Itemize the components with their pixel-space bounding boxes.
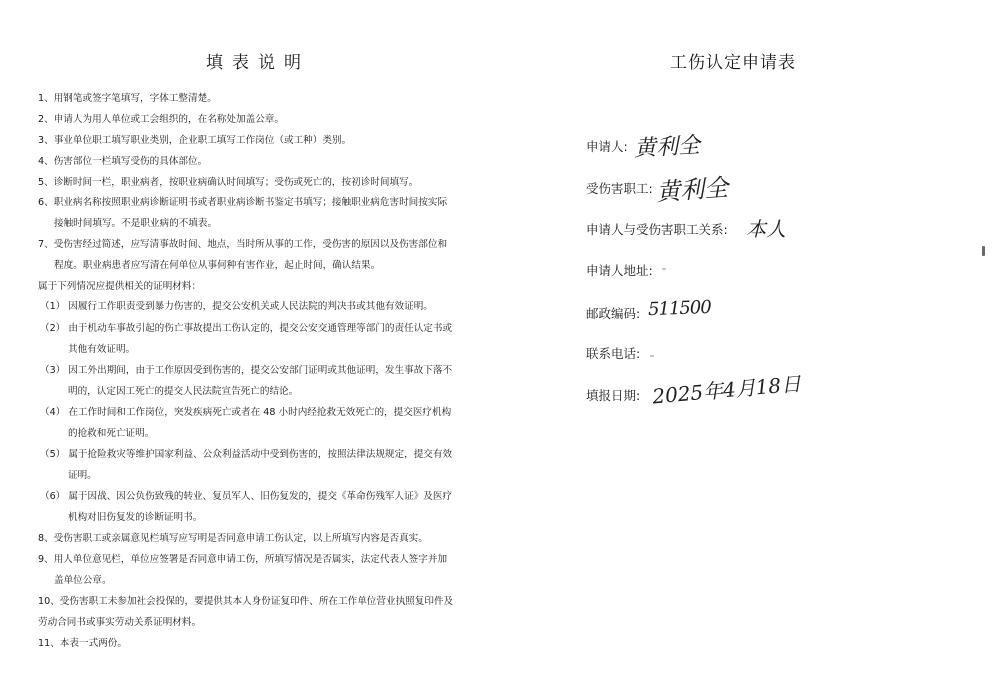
- instruction-line: 盖单位公章。: [54, 575, 112, 586]
- applicant-value: 黄利全: [633, 133, 701, 162]
- instruction-line: 5、诊断时间一栏，职业病者，按职业病确认时间填写；受伤或死亡的，按初诊时间填写。: [38, 177, 419, 188]
- address-label: 申请人地址:: [586, 263, 653, 278]
- redaction-mark: [662, 268, 666, 270]
- instruction-line: 2、申请人为用人单位或工会组织的，在名称处加盖公章。: [38, 114, 284, 125]
- injured-worker-label: 受伤害职工:: [586, 181, 653, 196]
- instruction-line: 4、伤害部位一栏填写受伤的具体部位。: [38, 156, 208, 167]
- instruction-line: 8、受伤害职工或亲属意见栏填写应写明是否同意申请工伤认定，以上所填写内容是否真实。: [38, 533, 428, 544]
- instruction-line: （4） 在工作时间和工作岗位，突发疾病死亡或者在 48 小时内经抢救无效死亡的，提交医疗机构: [40, 407, 452, 418]
- instruction-line: 程度。职业病患者应写清在何单位从事何种有害作业，起止时间，确认结果。: [54, 260, 381, 271]
- injured-worker-value: 黄利全: [655, 173, 730, 207]
- filing-date-value: 2025年4月18日: [651, 371, 802, 409]
- instruction-line: 11、本表一式两份。: [38, 638, 127, 649]
- phone-label: 联系电话:: [586, 346, 641, 361]
- instruction-line: （6） 属于因战、因公负伤致残的转业、复员军人、旧伤复发的，提交《革命伤残军人证》及医疗: [40, 491, 453, 502]
- postal-code-label: 邮政编码:: [586, 306, 641, 321]
- instruction-line: 3、事业单位职工填写职业类别，企业职工填写工作岗位（或工种）类别。: [38, 135, 352, 146]
- instruction-line: 劳动合同书或事实劳动关系证明材料。: [38, 617, 202, 628]
- applicant-label: 申请人:: [586, 139, 628, 154]
- scan-edge-mark: [982, 246, 985, 256]
- relationship-label: 申请人与受伤害职工关系:: [586, 222, 728, 237]
- instruction-line: 10、受伤害职工未参加社会投保的，要提供其本人身份证复印件、所在工作单位营业执照复印件及: [38, 596, 454, 607]
- instruction-line: 接触时间填写。不是职业病的不填表。: [54, 218, 218, 229]
- instruction-line: 的抢救和死亡证明。: [68, 428, 155, 439]
- instruction-line: 机构对旧伤复发的诊断证明书。: [68, 512, 203, 523]
- instruction-line: 其他有效证明。: [68, 344, 136, 355]
- instruction-line: 属于下列情况应提供相关的证明材料：: [38, 281, 202, 292]
- instruction-line: （1） 因履行工作职责受到暴力伤害的，提交公安机关或人民法院的判决书或其他有效证明。: [40, 301, 433, 312]
- instruction-line: 6、职业病名称按照职业病诊断证明书或者职业病诊断书鉴定书填写；接触职业病危害时间按实际: [38, 197, 448, 208]
- instructions-title: 填表说明: [206, 53, 310, 73]
- filing-date-label: 填报日期:: [586, 388, 641, 403]
- form-title: 工伤认定申请表: [670, 53, 796, 73]
- instruction-line: （3） 因工外出期间，由于工作原因受到伤害的，提交公安部门证明或其他证明，发生事故下落不: [40, 365, 453, 376]
- instruction-line: 9、用人单位意见栏，单位应签署是否同意申请工伤，所填写情况是否属实，法定代表人签字并加: [38, 554, 448, 565]
- postal-code-value: 511500: [647, 296, 712, 321]
- instruction-line: 明的，认定因工死亡的提交人民法院宣告死亡的结论。: [68, 386, 299, 397]
- instruction-line: 证明。: [68, 470, 97, 481]
- instruction-line: 1、用钢笔或签字笔填写，字体工整清楚。: [38, 93, 217, 104]
- instruction-line: （2） 由于机动车事故引起的伤亡事故提出工伤认定的，提交公安交通管理等部门的责任认定书或: [40, 323, 453, 334]
- instruction-line: 7、受伤害经过简述，应写清事故时间、地点，当时所从事的工作，受伤害的原因以及伤害部位和: [38, 239, 448, 250]
- instruction-line: （5） 属于抢险救灾等维护国家利益、公众利益活动中受到伤害的，按照法律法规规定，提交有效: [40, 449, 453, 460]
- relationship-value: 本人: [746, 217, 786, 241]
- redaction-mark: [650, 355, 654, 357]
